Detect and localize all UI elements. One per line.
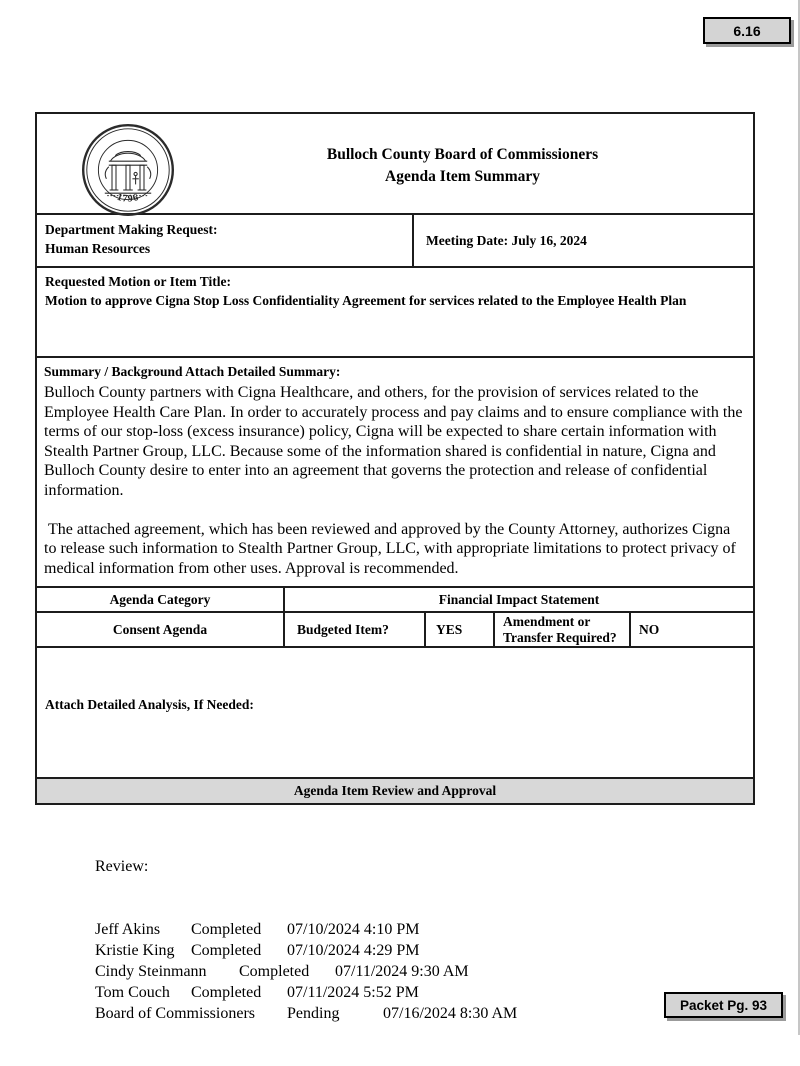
review-entry: Jeff Akins Completed 07/10/2024 4:10 PM — [95, 921, 420, 938]
agenda-item-number: 6.16 — [733, 22, 761, 39]
department-cell — [37, 215, 412, 266]
meeting-date: Meeting Date: July 16, 2024 — [426, 233, 587, 248]
form-title-line2: Agenda Item Summary — [385, 168, 540, 185]
budgeted-item-value: YES — [425, 612, 494, 647]
packet-page-badge — [664, 992, 783, 1018]
amendment-required-label: Amendment or Transfer Required? — [494, 612, 630, 647]
analysis-label: Attach Detailed Analysis, If Needed: — [45, 697, 254, 712]
form-title-line1: Bulloch County Board of Commissioners — [326, 146, 599, 163]
amendment-required-value: NO — [630, 612, 753, 647]
motion-label: Requested Motion or Item Title: — [45, 274, 231, 289]
department-value: Human Resources — [45, 241, 151, 256]
review-entry: Cindy Steinmann Completed 07/11/2024 9:30 AM — [95, 963, 469, 980]
agenda-item-number-badge — [703, 17, 791, 44]
agenda-item-summary-form — [35, 112, 755, 805]
approval-bar-label: Agenda Item Review and Approval — [293, 783, 497, 798]
seal-arch-art — [105, 152, 151, 196]
analysis-row — [37, 647, 753, 779]
approval-bar — [37, 779, 753, 803]
agenda-category-value: Consent Agenda — [37, 612, 284, 647]
review-heading: Review: — [95, 858, 149, 875]
summary-label: Summary / Background Attach Detailed Summary: — [44, 364, 341, 379]
seal-year: 1796 — [115, 191, 141, 205]
review-entries — [95, 919, 517, 1024]
form-header — [37, 114, 753, 215]
department-row — [37, 215, 753, 268]
department-label: Department Making Request: — [45, 222, 218, 237]
meeting-date-cell — [412, 215, 753, 266]
summary-paragraphs — [44, 383, 746, 578]
financial-impact-table — [37, 588, 753, 648]
budgeted-item-label: Budgeted Item? — [284, 612, 425, 647]
financial-impact-header: Financial Impact Statement — [284, 588, 753, 612]
summary-paragraph: The attached agreement, which has been reviewed and approved by the County Attorney, authorizes Cigna to release such information to Stealth Partner Group, LLC, with appropriate limitations to protect privacy of medical information from other uses. Approval is recommended. — [44, 520, 740, 577]
impact-table-row — [37, 588, 753, 647]
county-seal-icon — [73, 122, 183, 218]
agenda-category-header: Agenda Category — [37, 588, 284, 612]
packet-page-number: Packet Pg. 93 — [679, 997, 768, 1013]
motion-row — [37, 268, 753, 358]
review-approval-list — [95, 814, 517, 1066]
summary-row — [37, 358, 753, 588]
county-seal — [73, 122, 183, 223]
summary-paragraph: Bulloch County partners with Cigna Healthcare, and others, for the provision of services related to the Employee Health Care Plan. In order to accurately process and pay claims and to ensure compliance with the terms of our stop-loss (excess insurance) policy, Cigna will be expected to share certain information with Stealth Partner Group, LLC. Because some of the information shared is confidential in nature, Cigna and Bulloch County desire to enter into an agreement that governs the protection and release of confidential information. — [44, 384, 747, 499]
svg-text:1796 — [116, 192, 141, 205]
form-title — [172, 144, 753, 188]
review-entry: Tom Couch Completed 07/11/2024 5:52 PM — [95, 984, 419, 1001]
review-entry: Board of Commissioners Pending 07/16/2024 8:30 AM — [95, 1005, 518, 1022]
motion-value: Motion to approve Cigna Stop Loss Confidentiality Agreement for services related to the Employee Health Plan — [45, 293, 687, 308]
review-entry: Kristie King Completed 07/10/2024 4:29 PM — [95, 942, 420, 959]
